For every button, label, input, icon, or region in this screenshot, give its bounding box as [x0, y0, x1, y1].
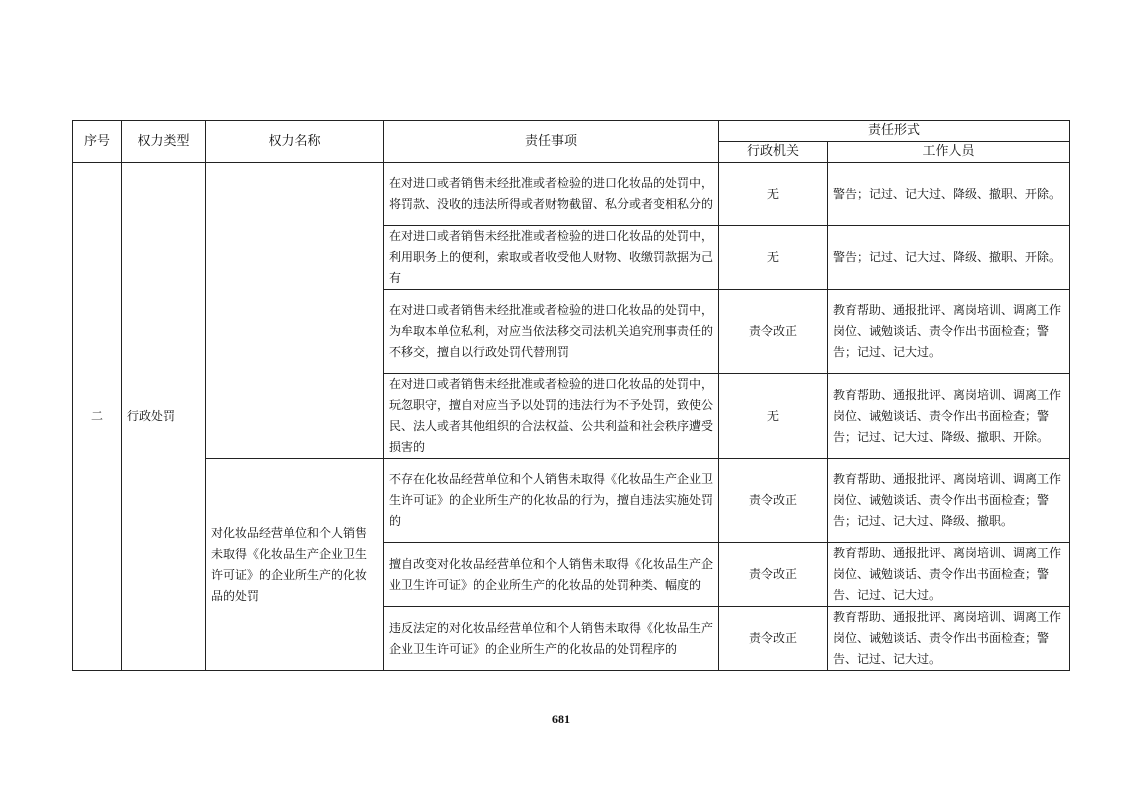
- admin-org-cell: 责令改正: [719, 459, 828, 543]
- header-duty-form: 责任形式: [719, 121, 1070, 142]
- responsibility-table: [72, 120, 1070, 671]
- admin-org-cell: 无: [719, 163, 828, 226]
- header-staff: 工作人员: [828, 142, 1070, 163]
- admin-org-cell: 无: [719, 374, 828, 459]
- table-row: [73, 459, 1070, 543]
- header-seq: 序号: [73, 121, 122, 163]
- duty-item-cell: 擅自改变对化妆品经营单位和个人销售未取得《化妆品生产企业卫生许可证》的企业所生产的化妆品的处罚种类、幅度的: [384, 543, 719, 607]
- admin-org-cell: 责令改正: [719, 543, 828, 607]
- staff-cell: 警告；记过、记大过、降级、撤职、开除。: [828, 226, 1070, 290]
- staff-cell: 教育帮助、通报批评、离岗培训、调离工作岗位、诫勉谈话、责令作出书面检查；警告、记过、记大过。: [828, 543, 1070, 607]
- duty-item-cell: 在对进口或者销售未经批准或者检验的进口化妆品的处罚中，利用职务上的便利，索取或者收受他人财物、收缴罚款据为己有: [384, 226, 719, 290]
- header-power-name: 权力名称: [206, 121, 384, 163]
- header-admin-org: 行政机关: [719, 142, 828, 163]
- staff-cell: 警告；记过、记大过、降级、撤职、开除。: [828, 163, 1070, 226]
- staff-cell: 教育帮助、通报批评、离岗培训、调离工作岗位、诫勉谈话、责令作出书面检查；警告；记过、记大过。: [828, 290, 1070, 374]
- staff-cell: 教育帮助、通报批评、离岗培训、调离工作岗位、诫勉谈话、责令作出书面检查；警告；记过、记大过、降级、撤职。: [828, 459, 1070, 543]
- admin-org-cell: 责令改正: [719, 290, 828, 374]
- duty-item-cell: 在对进口或者销售未经批准或者检验的进口化妆品的处罚中，玩忽职守，擅自对应当予以处罚的违法行为不予处罚，致使公民、法人或者其他组织的合法权益、公共利益和社会秩序遭受损害的: [384, 374, 719, 459]
- duty-item-cell: 在对进口或者销售未经批准或者检验的进口化妆品的处罚中，将罚款、没收的违法所得或者财物截留、私分或者变相私分的: [384, 163, 719, 226]
- duty-item-cell: 在对进口或者销售未经批准或者检验的进口化妆品的处罚中，为牟取本单位私利，对应当依法移交司法机关追究刑事责任的不移交，擅自以行政处罚代替刑罚: [384, 290, 719, 374]
- table-row: [73, 163, 1070, 226]
- staff-cell: 教育帮助、通报批评、离岗培训、调离工作岗位、诫勉谈话、责令作出书面检查；警告、记过、记大过。: [828, 607, 1070, 671]
- admin-org-cell: 无: [719, 226, 828, 290]
- power-name-cell: 对化妆品经营单位和个人销售未取得《化妆品生产企业卫生许可证》的企业所生产的化妆品的处罚: [206, 459, 384, 671]
- admin-org-cell: 责令改正: [719, 607, 828, 671]
- duty-item-cell: 不存在化妆品经营单位和个人销售未取得《化妆品生产企业卫生许可证》的企业所生产的化妆品的行为，擅自违法实施处罚的: [384, 459, 719, 543]
- duty-item-cell: 违反法定的对化妆品经营单位和个人销售未取得《化妆品生产企业卫生许可证》的企业所生产的化妆品的处罚程序的: [384, 607, 719, 671]
- header-power-type: 权力类型: [122, 121, 206, 163]
- power-type-cell: 行政处罚: [122, 163, 206, 671]
- header-duty-item: 责任事项: [384, 121, 719, 163]
- page-number: 681: [552, 712, 570, 726]
- seq-cell: 二: [73, 163, 122, 671]
- power-name-cell-empty: [206, 163, 384, 459]
- staff-cell: 教育帮助、通报批评、离岗培训、调离工作岗位、诫勉谈话、责令作出书面检查；警告；记过、记大过、降级、撤职、开除。: [828, 374, 1070, 459]
